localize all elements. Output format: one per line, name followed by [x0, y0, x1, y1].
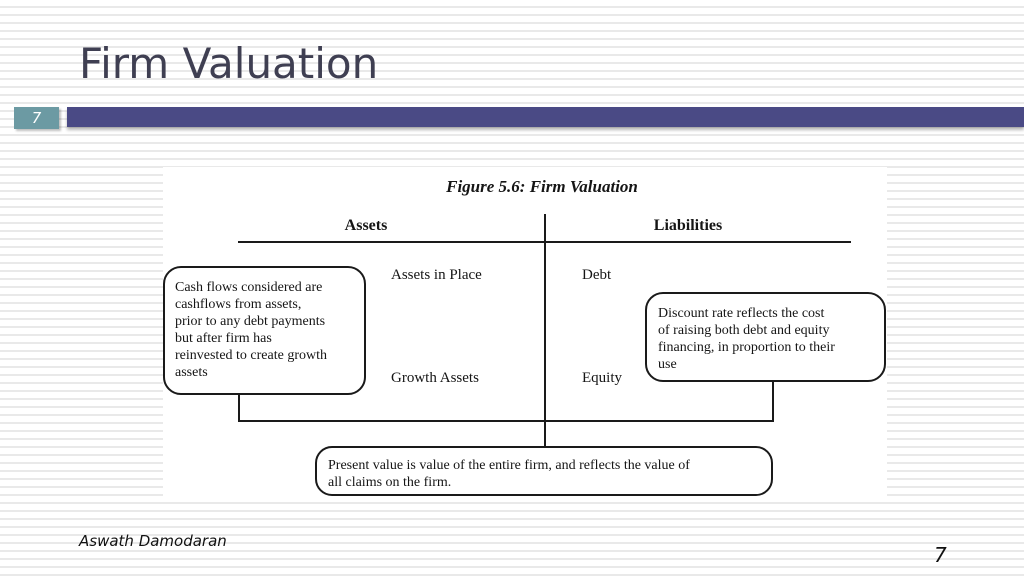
equity-label: Equity [582, 370, 622, 386]
footer-page-number: 7 [934, 543, 947, 567]
figure-panel [163, 167, 887, 499]
right-note-line: Discount rate reflects the cost [658, 306, 825, 321]
left-note-line: Cash flows considered are [175, 280, 323, 295]
right-note-line: of raising both debt and equity [658, 323, 830, 338]
figure-caption: Figure 5.6: Firm Valuation [446, 177, 638, 196]
slide-title: Firm Valuation [79, 39, 379, 88]
left-note-line: prior to any debt payments [175, 314, 326, 329]
left-note-line: but after firm has [175, 331, 272, 346]
slide-number-badge: 7 [14, 107, 59, 129]
footer-author: Aswath Damodaran [79, 532, 227, 550]
bottom-note-line: all claims on the firm. [328, 475, 452, 490]
assets-in-place-label: Assets in Place [391, 267, 482, 283]
header-bar [67, 107, 1024, 127]
left-note-line: cashflows from assets, [175, 297, 302, 312]
liabilities-header: Liabilities [653, 217, 723, 234]
right-note-line: financing, in proportion to their [658, 340, 835, 355]
growth-assets-label: Growth Assets [391, 370, 479, 386]
firm-valuation-diagram [163, 167, 887, 499]
debt-label: Debt [582, 267, 612, 283]
right-note-line: use [658, 357, 677, 372]
left-note-line: reinvested to create growth [175, 348, 327, 363]
left-note-line: assets [175, 365, 208, 380]
bottom-note-line: Present value is value of the entire firm, and reflects the value of [328, 458, 690, 473]
assets-header: Assets [344, 217, 388, 234]
